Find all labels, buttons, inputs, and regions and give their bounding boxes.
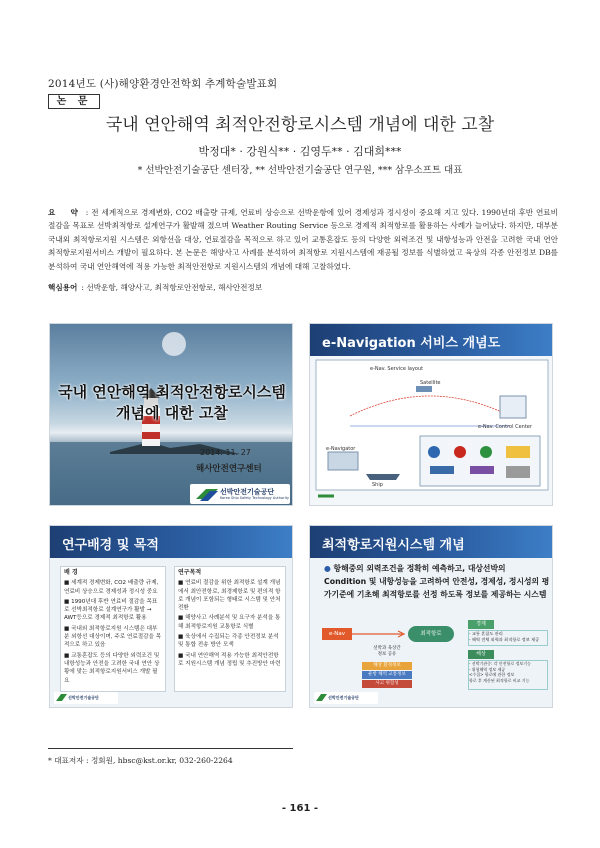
slide1-logo-text: 선박안전기술공단: [220, 488, 275, 496]
slide-title: [49, 323, 293, 506]
background-item: ■ 1990년대 후반 연료비 절감을 목표로 선박최적항로 설계연구가 활발 → AWT등으로 경제적 최적항로 활용: [64, 598, 158, 622]
paper-title: 국내 연안해역 최적안전항로시스템 개념에 대한 고찰: [105, 115, 495, 135]
concept-bullet-text: 항해중의 외력조건을 정확히 예측하고, 대상선박의 Condition 및 내항성능을 고려하여 안전성, 경제성, 정시성의 평가기준에 기초해 최적항로를 선정 하도록 정보를 제공하는 시스템: [324, 564, 550, 599]
node-info-share: 선박과 육상간 정보 공유: [373, 646, 401, 657]
enav-label-layout: e-Nav. Service layout: [370, 366, 424, 372]
abstract-label: 요 약: [48, 208, 84, 217]
slide4-header: [310, 526, 553, 558]
purpose-item: ■ 육상에서 수집되는 각종 안전정보 분석 및 통합 전송 방안 모색: [178, 634, 279, 649]
node-traffic: 운항 해역 교통정보: [362, 671, 412, 679]
ksa-logo-icon: [316, 693, 327, 702]
slide-concept: [309, 525, 553, 708]
slide2-header: [310, 324, 553, 356]
slide3-title: 연구배경 및 목적: [62, 538, 159, 553]
slide1-date: 2014. 11. 27: [200, 448, 251, 457]
slide3-header: [50, 526, 293, 558]
node-economy-desc: - 교통 혼잡도 관리 - 해역 전체 외력과 최적항로 정보 제공: [468, 630, 548, 646]
arrow-icon: [352, 630, 408, 638]
keywords-text: : 선박운항, 해양사고, 최적항로안전항로, 해사안전정보: [81, 283, 263, 292]
slide3-footer-text: 선박안전기술공단: [68, 695, 99, 700]
abstract: [48, 206, 558, 273]
enav-label-satellite: Satellite: [420, 380, 441, 386]
purpose-column: [174, 566, 286, 692]
enav-diagram: [310, 356, 553, 506]
authors: 박정대* · 강원식** · 김영두** · 김대희***: [198, 145, 402, 158]
bullet-icon: ●: [324, 564, 334, 573]
slide4-footer-logo: [314, 692, 378, 704]
slide1-title: 국내 연안해역 최적안전항로시스템 개념에 대한 고찰: [58, 383, 286, 422]
node-safety: 해상: [468, 650, 494, 659]
conference-header: 2014년도 (사)해양환경안전학회 추계학술발표회: [48, 78, 278, 90]
abstract-text: : 전 세계적으로 경제변화, CO2 배출량 규제, 연료비 상승으로 선박운항에 있어 경제성과 정시성이 중요해 지고 있다. 1990년대 후반 연료비 절감을 목표로 선박최적항로 설계연구가 활발해 졌으며 Weather Routing Service 등으로 경제적 최적항로를 활용하는 사례가 늘어났다. 하지만, 대부분 국내외 최적항로지원 시스템은 외항선을 대상, 연료절감을 목적으로 하고 있어 교통혼잡도 등의 다양한 외력조건 및 내항성능과 안전을 고려한 국내 연안 최적항로지원서비스 개발이 필요하다. 본 논문은 해양사고 사례를 분석하여 최적항로 지원시스템에 재공될 정보를 식별하였고 육상의 각종 안전정보 DB를 분석하여 국내 연안해역에 적용 가능한 최적안전항로 지원시스템의 개념에 대해 고찰하였다.: [48, 208, 558, 271]
slide2-title: e-Navigation 서비스 개념도: [322, 336, 501, 351]
slide3-footer-logo: [54, 692, 118, 704]
purpose-item: ■ 해양사고 사례분석 및 요구자 분석을 통해 최적항로지원 교통항로 식별: [178, 615, 281, 630]
ksa-logo-icon: [196, 487, 218, 501]
slide1-logo-sub: Korea Ship Safety Technology Authority: [220, 496, 290, 500]
footnote: * 대표저자 : 정회원, hbsc@kst.or.kr, 032-260-2264: [48, 748, 293, 766]
node-enav: e-Nav: [322, 628, 352, 640]
paper-type-tag: 논 문: [48, 94, 100, 109]
node-safety-desc: - 선박기관중: 각 안전항로 정보기능 - 위험해역 정보 제공 <수집> 항로에 관한 정보 항로 후 계산된 최적항로 비교 기능: [468, 660, 548, 690]
background-item: ■ 세계적 경제변화, CO2 배출량 규제, 연료비 상승으로 경제성과 정시성 중요: [64, 580, 159, 595]
purpose-item: ■ 연료비 절감을 위한 최적항로 설계 개념에서 최안전항로, 최경제항로 및 편의적 항로 개념이 포함되는 형태로 시스템 및 안처 전환: [178, 580, 281, 612]
background-column: [60, 566, 166, 692]
node-economy: 경제: [468, 620, 494, 629]
slide1-logo: [190, 484, 290, 504]
background-item: ■ 교통혼잡도 등의 다양한 외력조건 및 내항성능과 안전을 고려한 국내 연안 상황에 맞는 최적항로지원서비스 개발 필요: [64, 652, 160, 684]
affiliations: * 선박안전기술공단 센터장, ** 선박안전기술공단 연구원, *** 삼우소프트 대표: [137, 165, 463, 176]
background-item: ■ 국내외 최적항로지원 시스템은 대부분 외항선 대상이며, 주로 연료절감을 목적으로 하고 있음: [64, 625, 162, 649]
slide4-title: 최적항로지원시스템 개념: [322, 538, 465, 553]
slide4-footer-text: 선박안전기술공단: [328, 695, 359, 700]
background-header: 배 경: [64, 569, 78, 576]
keywords: [48, 282, 262, 293]
slide-background: [49, 525, 293, 708]
slide-enav: [309, 323, 553, 506]
node-marine-env: 해상 환경정보: [362, 662, 412, 670]
node-optimal-route: 최적항로: [408, 626, 454, 642]
enav-label-center: e-Nav. Control Center: [478, 424, 532, 430]
ksa-logo-icon: [56, 693, 67, 702]
node-accident: 사고 위험성: [362, 680, 412, 688]
slide1-org: 해사안전연구센터: [196, 464, 262, 474]
enav-label-navigator: e-Navigator: [326, 446, 356, 452]
purpose-item: ■ 국내 연안해역 적용 가능한 최적안전항로 지원시스템 개념 정립 및 추진방안 마련: [178, 652, 281, 667]
purpose-header: 연구목적: [178, 569, 202, 576]
enav-label-ship: Ship: [372, 482, 383, 488]
concept-bullet: [324, 562, 550, 601]
page-number: - 161 -: [281, 803, 319, 814]
keywords-label: 핵심용어: [48, 283, 78, 292]
